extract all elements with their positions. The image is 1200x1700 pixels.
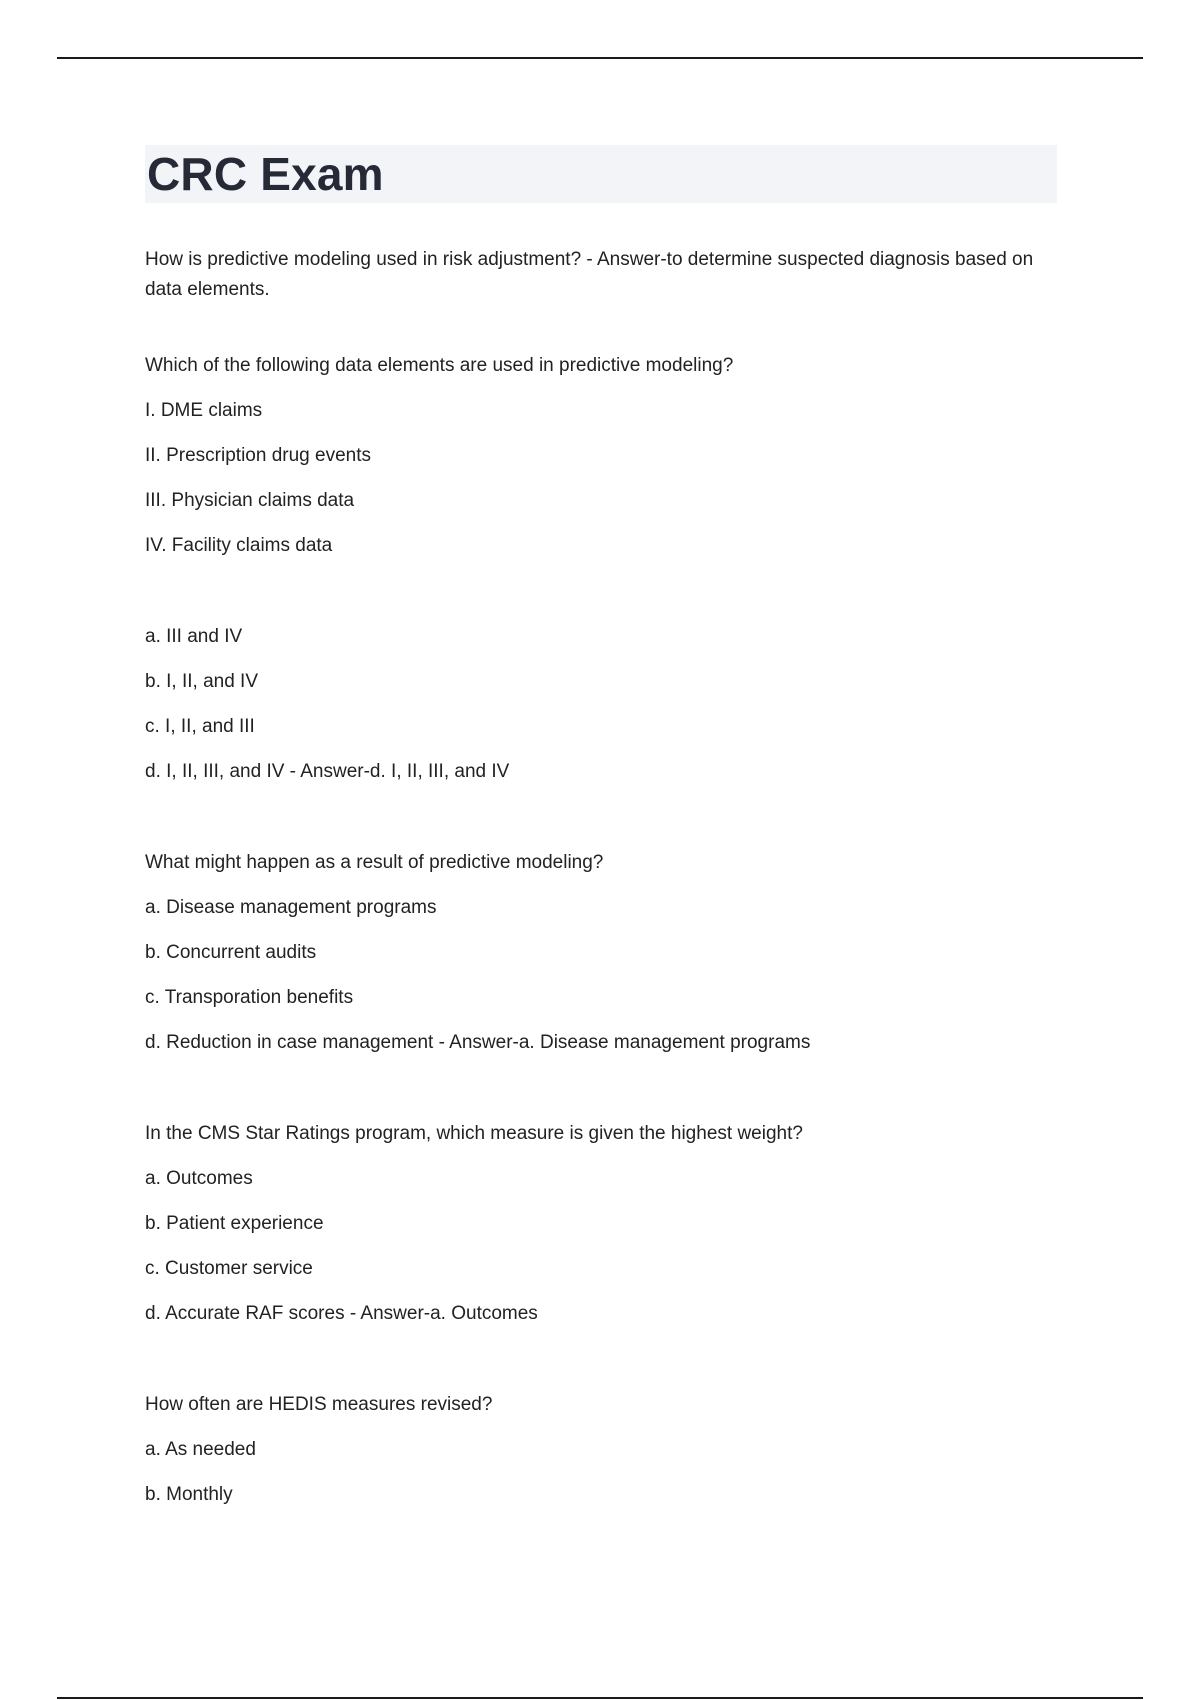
q2-option: a. III and IV [145, 626, 243, 647]
q5-question: How often are HEDIS measures revised? [145, 1394, 493, 1415]
q4-option: b. Patient experience [145, 1213, 324, 1234]
q5-option: b. Monthly [145, 1484, 233, 1505]
q5-option: a. As needed [145, 1439, 256, 1460]
q2-item: III. Physician claims data [145, 490, 355, 511]
spacer [145, 576, 1057, 622]
q4-option: c. Customer service [145, 1258, 313, 1279]
spacer [145, 802, 1057, 848]
q3-option: a. Disease management programs [145, 897, 437, 918]
q2-item: II. Prescription drug events [145, 445, 371, 466]
top-rule [57, 57, 1143, 59]
q2-question: Which of the following data elements are used in predictive modeling? [145, 355, 734, 376]
q2-option: c. I, II, and III [145, 716, 255, 737]
document-body [145, 145, 1057, 1525]
spacer [145, 305, 1057, 351]
page-title: CRC Exam [147, 148, 384, 200]
q3-question: What might happen as a result of predictive modeling? [145, 852, 604, 873]
q2-item: I. DME claims [145, 400, 263, 421]
q2-option-answer: d. I, II, III, and IV - Answer-d. I, II, III, and IV [145, 761, 510, 782]
q4-option: a. Outcomes [145, 1168, 253, 1189]
spacer [145, 1073, 1057, 1119]
bottom-rule [57, 1697, 1143, 1699]
q2-item: IV. Facility claims data [145, 535, 333, 556]
title-banner [145, 145, 1057, 203]
q4-question: In the CMS Star Ratings program, which measure is given the highest weight? [145, 1123, 803, 1144]
q4-option-answer: d. Accurate RAF scores - Answer-a. Outcomes [145, 1303, 538, 1324]
q2-option: b. I, II, and IV [145, 671, 259, 692]
q3-option-answer: d. Reduction in case management - Answer-a. Disease management programs [145, 1032, 811, 1053]
spacer [145, 1344, 1057, 1390]
q3-option: c. Transporation benefits [145, 987, 354, 1008]
q1-text: How is predictive modeling used in risk adjustment? - Answer-to determine suspected diagnosis based on data elements. [145, 249, 1034, 300]
q3-option: b. Concurrent audits [145, 942, 317, 963]
